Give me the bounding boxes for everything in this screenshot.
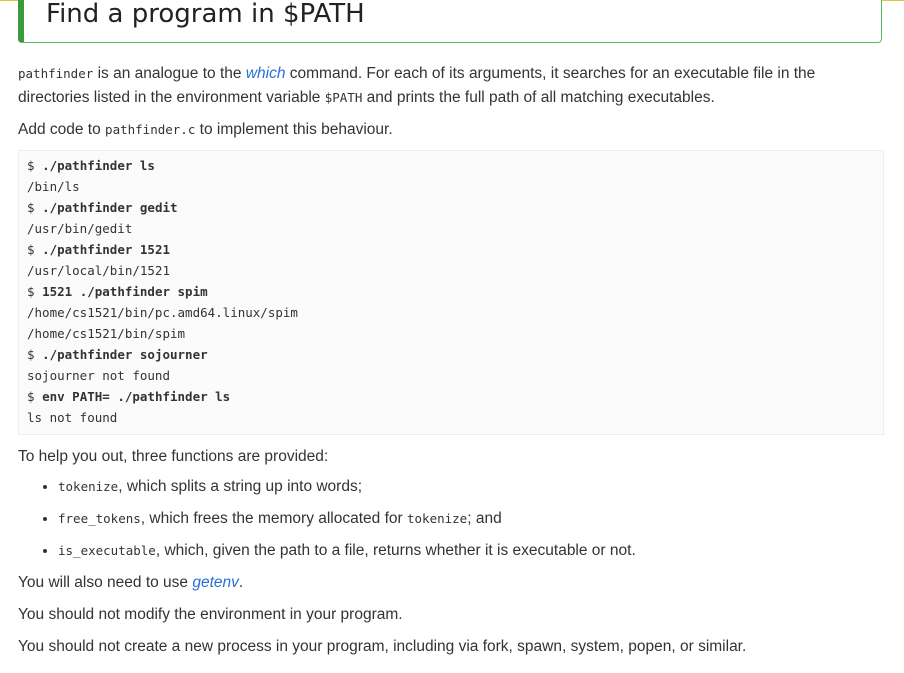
free-tokens-desc-2: ; and (467, 510, 502, 527)
terminal-output-line: /bin/ls (27, 179, 80, 194)
terminal-command-line (27, 386, 875, 407)
intro-paragraph (18, 62, 884, 110)
helpers-intro: To help you out, three functions are provided: (18, 448, 329, 465)
command-text: 1521 ./pathfinder spim (42, 284, 208, 299)
which-link[interactable]: which (245, 65, 286, 82)
section-heading-box (18, 0, 882, 43)
shell-prompt: $ (27, 347, 43, 362)
list-item-free-tokens (58, 507, 884, 531)
is-executable-code: is_executable (58, 543, 156, 558)
terminal-command-line (27, 155, 875, 176)
program-name-code: pathfinder (18, 66, 94, 81)
terminal-output-line: /home/cs1521/bin/pc.amd64.linux/spim (27, 305, 298, 320)
add-code-paragraph (18, 118, 884, 142)
helpers-list (18, 475, 884, 563)
intro-text-1: is an analogue to the (93, 65, 246, 82)
terminal-output-line: /home/cs1521/bin/spim (27, 326, 186, 341)
terminal-command-line (27, 197, 875, 218)
command-text: env PATH= ./pathfinder ls (42, 389, 231, 404)
command-text: ./pathfinder gedit (42, 200, 178, 215)
list-item-is-executable (58, 539, 884, 563)
terminal-output-line: ls not found (27, 410, 118, 425)
getenv-link[interactable]: getenv (192, 574, 239, 591)
no-process-paragraph: You should not create a new process in your program, including via fork, spawn, system, popen, or similar. (18, 638, 747, 655)
file-name-code: pathfinder.c (105, 122, 196, 137)
terminal-command-line (27, 281, 875, 302)
tokenize-desc: , which splits a string up into words; (118, 478, 363, 495)
free-tokens-code: free_tokens (58, 511, 141, 526)
terminal-output-line: /usr/local/bin/1521 (27, 263, 170, 278)
page-title: Find a program in $PATH (46, 0, 365, 29)
getenv-end: . (238, 574, 244, 591)
command-text: ./pathfinder 1521 (42, 242, 170, 257)
list-item-tokenize (58, 475, 884, 499)
terminal-command-line (27, 239, 875, 260)
path-var-code: $PATH (324, 90, 363, 105)
no-modify-paragraph: You should not modify the environment in your program. (18, 606, 403, 623)
terminal-command-line (27, 344, 875, 365)
add-code-text-1: Add code to (18, 121, 106, 138)
add-code-text-2: to implement this behaviour. (195, 121, 393, 138)
getenv-text: You will also need to use (18, 574, 193, 591)
getenv-paragraph (18, 571, 884, 595)
tokenize-code-inline: tokenize (407, 511, 468, 526)
shell-prompt: $ (27, 200, 43, 215)
command-text: ./pathfinder sojourner (42, 347, 208, 362)
terminal-output-line: /usr/bin/gedit (27, 221, 133, 236)
shell-prompt: $ (27, 242, 43, 257)
free-tokens-desc-1: , which frees the memory allocated for (140, 510, 407, 527)
terminal-output-line: sojourner not found (27, 368, 170, 383)
terminal-example (18, 150, 884, 435)
tokenize-code: tokenize (58, 479, 119, 494)
command-text: ./pathfinder ls (42, 158, 155, 173)
intro-text-2: command. For each of its arguments, it searches for an executable file in the directories listed in the environment variable (18, 65, 816, 106)
shell-prompt: $ (27, 284, 43, 299)
intro-text-3: and prints the full path of all matching executables. (362, 89, 715, 106)
is-executable-desc: , which, given the path to a file, returns whether it is executable or not. (155, 542, 636, 559)
main-content (18, 62, 884, 667)
shell-prompt: $ (27, 389, 43, 404)
shell-prompt: $ (27, 158, 43, 173)
